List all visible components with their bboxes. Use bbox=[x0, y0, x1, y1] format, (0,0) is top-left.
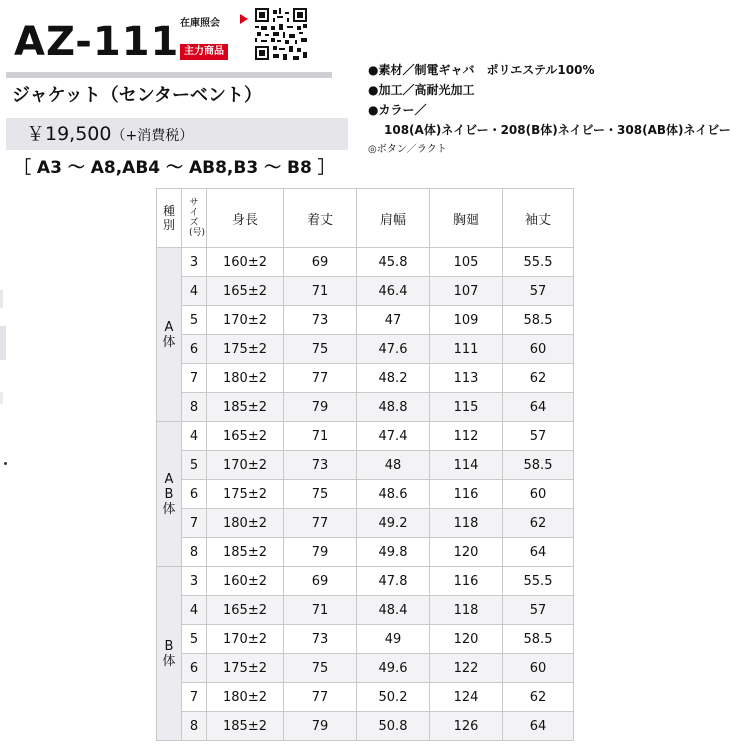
coat-length-cell: 71 bbox=[284, 277, 357, 306]
height-cell: 180±2 bbox=[207, 683, 284, 712]
table-row bbox=[157, 306, 574, 335]
price-value: ￥19,500 bbox=[26, 123, 112, 145]
size-cell: 8 bbox=[182, 538, 207, 567]
table-row bbox=[157, 393, 574, 422]
table-row bbox=[157, 422, 574, 451]
size-cell: 8 bbox=[182, 712, 207, 741]
height-cell: 160±2 bbox=[207, 248, 284, 277]
height-cell: 170±2 bbox=[207, 451, 284, 480]
group-label bbox=[157, 248, 182, 422]
sleeve-cell: 62 bbox=[503, 509, 574, 538]
size-cell: 5 bbox=[182, 625, 207, 654]
shoulder-cell: 46.4 bbox=[357, 277, 430, 306]
spec-material: ●素材／制電ギャバ ポリエステル100% bbox=[368, 63, 595, 77]
sleeve-cell: 58.5 bbox=[503, 625, 574, 654]
shoulder-cell: 49 bbox=[357, 625, 430, 654]
group-label bbox=[157, 567, 182, 741]
sleeve-cell: 60 bbox=[503, 654, 574, 683]
edge-dot bbox=[4, 462, 7, 465]
sleeve-cell: 57 bbox=[503, 422, 574, 451]
size-cell: 7 bbox=[182, 683, 207, 712]
height-cell: 160±2 bbox=[207, 567, 284, 596]
shoulder-cell: 50.2 bbox=[357, 683, 430, 712]
coat-length-cell: 69 bbox=[284, 248, 357, 277]
shoulder-cell: 45.8 bbox=[357, 248, 430, 277]
sleeve-cell: 64 bbox=[503, 712, 574, 741]
shoulder-cell: 50.8 bbox=[357, 712, 430, 741]
chest-cell: 122 bbox=[430, 654, 503, 683]
sleeve-cell: 60 bbox=[503, 480, 574, 509]
size-table-body bbox=[157, 248, 574, 741]
product-code: AZ-111 bbox=[14, 19, 180, 65]
coat-length-cell: 79 bbox=[284, 393, 357, 422]
group-label-text: AB体 bbox=[162, 471, 176, 517]
size-cell: 7 bbox=[182, 509, 207, 538]
shoulder-cell: 47 bbox=[357, 306, 430, 335]
edge-decoration bbox=[0, 290, 3, 308]
size-cell: 4 bbox=[182, 422, 207, 451]
height-cell: 185±2 bbox=[207, 393, 284, 422]
qr-code-icon[interactable] bbox=[255, 8, 307, 60]
shoulder-cell: 47.4 bbox=[357, 422, 430, 451]
size-cell: 5 bbox=[182, 306, 207, 335]
table-row bbox=[157, 480, 574, 509]
size-cell: 6 bbox=[182, 480, 207, 509]
chest-cell: 120 bbox=[430, 538, 503, 567]
chest-cell: 114 bbox=[430, 451, 503, 480]
chest-cell: 115 bbox=[430, 393, 503, 422]
table-row bbox=[157, 712, 574, 741]
table-row bbox=[157, 364, 574, 393]
spec-process: ●加工／高耐光加工 bbox=[368, 83, 475, 97]
sleeve-cell: 62 bbox=[503, 683, 574, 712]
sleeve-cell: 57 bbox=[503, 277, 574, 306]
table-row bbox=[157, 509, 574, 538]
size-cell: 7 bbox=[182, 364, 207, 393]
coat-length-cell: 77 bbox=[284, 364, 357, 393]
chest-cell: 120 bbox=[430, 625, 503, 654]
size-cell: 3 bbox=[182, 248, 207, 277]
chest-cell: 116 bbox=[430, 480, 503, 509]
table-row bbox=[157, 683, 574, 712]
sleeve-cell: 55.5 bbox=[503, 248, 574, 277]
table-row bbox=[157, 625, 574, 654]
coat-length-cell: 77 bbox=[284, 509, 357, 538]
height-cell: 175±2 bbox=[207, 335, 284, 364]
sleeve-cell: 62 bbox=[503, 364, 574, 393]
sleeve-cell: 58.5 bbox=[503, 451, 574, 480]
edge-decoration bbox=[0, 326, 6, 360]
chest-cell: 107 bbox=[430, 277, 503, 306]
shoulder-cell: 48.8 bbox=[357, 393, 430, 422]
height-cell: 165±2 bbox=[207, 277, 284, 306]
height-cell: 180±2 bbox=[207, 509, 284, 538]
stock-inquiry-link[interactable]: 在庫照会 bbox=[180, 18, 220, 29]
size-cell: 5 bbox=[182, 451, 207, 480]
spec-colors: 108(A体)ネイビー・208(B体)ネイビー・308(AB体)ネイビー bbox=[384, 123, 731, 137]
chest-cell: 112 bbox=[430, 422, 503, 451]
main-product-badge: 主力商品 bbox=[180, 44, 228, 60]
coat-length-cell: 75 bbox=[284, 335, 357, 364]
header-sleeve: 袖丈 bbox=[503, 189, 574, 248]
edge-decoration bbox=[0, 392, 3, 404]
height-cell: 185±2 bbox=[207, 712, 284, 741]
coat-length-cell: 79 bbox=[284, 538, 357, 567]
coat-length-cell: 79 bbox=[284, 712, 357, 741]
shoulder-cell: 49.2 bbox=[357, 509, 430, 538]
chest-cell: 105 bbox=[430, 248, 503, 277]
size-cell: 6 bbox=[182, 654, 207, 683]
coat-length-cell: 73 bbox=[284, 451, 357, 480]
chest-cell: 113 bbox=[430, 364, 503, 393]
coat-length-cell: 73 bbox=[284, 625, 357, 654]
group-label bbox=[157, 422, 182, 567]
price-tax-note: （+消費税） bbox=[111, 128, 194, 144]
sleeve-cell: 64 bbox=[503, 393, 574, 422]
product-name: ジャケット（センターベント） bbox=[12, 85, 263, 106]
height-cell: 170±2 bbox=[207, 306, 284, 335]
header-size bbox=[182, 189, 207, 248]
coat-length-cell: 71 bbox=[284, 422, 357, 451]
header-rule bbox=[6, 72, 332, 78]
spec-list bbox=[368, 60, 731, 160]
size-range: ［ A3 ～ A8,AB4 ～ AB8,B3 ～ B8 ］ bbox=[14, 158, 335, 178]
table-row bbox=[157, 335, 574, 364]
chest-cell: 124 bbox=[430, 683, 503, 712]
coat-length-cell: 75 bbox=[284, 480, 357, 509]
chest-cell: 118 bbox=[430, 509, 503, 538]
group-label-text: B体 bbox=[162, 638, 176, 669]
table-row bbox=[157, 538, 574, 567]
table-row bbox=[157, 277, 574, 306]
sleeve-cell: 58.5 bbox=[503, 306, 574, 335]
shoulder-cell: 48.4 bbox=[357, 596, 430, 625]
height-cell: 165±2 bbox=[207, 596, 284, 625]
header-size-label: サイズ(号) bbox=[189, 198, 206, 238]
height-cell: 185±2 bbox=[207, 538, 284, 567]
coat-length-cell: 71 bbox=[284, 596, 357, 625]
table-row bbox=[157, 567, 574, 596]
header-chest: 胸廻 bbox=[430, 189, 503, 248]
coat-length-cell: 77 bbox=[284, 683, 357, 712]
header-type-label: 種別 bbox=[163, 204, 176, 232]
sleeve-cell: 60 bbox=[503, 335, 574, 364]
coat-length-cell: 69 bbox=[284, 567, 357, 596]
sleeve-cell: 55.5 bbox=[503, 567, 574, 596]
height-cell: 165±2 bbox=[207, 422, 284, 451]
size-table bbox=[156, 188, 574, 741]
size-cell: 4 bbox=[182, 596, 207, 625]
size-cell: 3 bbox=[182, 567, 207, 596]
chest-cell: 109 bbox=[430, 306, 503, 335]
table-row bbox=[157, 248, 574, 277]
shoulder-cell: 48.2 bbox=[357, 364, 430, 393]
group-label-text: A体 bbox=[162, 319, 176, 350]
height-cell: 180±2 bbox=[207, 364, 284, 393]
chest-cell: 111 bbox=[430, 335, 503, 364]
shoulder-cell: 48 bbox=[357, 451, 430, 480]
height-cell: 170±2 bbox=[207, 625, 284, 654]
height-cell: 175±2 bbox=[207, 480, 284, 509]
chest-cell: 118 bbox=[430, 596, 503, 625]
price bbox=[26, 121, 193, 149]
size-cell: 6 bbox=[182, 335, 207, 364]
shoulder-cell: 49.6 bbox=[357, 654, 430, 683]
table-row bbox=[157, 451, 574, 480]
table-header-row bbox=[157, 189, 574, 248]
header-height: 身長 bbox=[207, 189, 284, 248]
shoulder-cell: 47.6 bbox=[357, 335, 430, 364]
table-row bbox=[157, 654, 574, 683]
height-cell: 175±2 bbox=[207, 654, 284, 683]
shoulder-cell: 48.6 bbox=[357, 480, 430, 509]
arrow-right-icon[interactable] bbox=[240, 14, 248, 24]
coat-length-cell: 73 bbox=[284, 306, 357, 335]
sleeve-cell: 57 bbox=[503, 596, 574, 625]
chest-cell: 126 bbox=[430, 712, 503, 741]
chest-cell: 116 bbox=[430, 567, 503, 596]
size-cell: 4 bbox=[182, 277, 207, 306]
header-shoulder: 肩幅 bbox=[357, 189, 430, 248]
size-cell: 8 bbox=[182, 393, 207, 422]
table-row bbox=[157, 596, 574, 625]
sleeve-cell: 64 bbox=[503, 538, 574, 567]
coat-length-cell: 75 bbox=[284, 654, 357, 683]
spec-button: ◎ボタン／ラクト bbox=[368, 144, 447, 155]
shoulder-cell: 47.8 bbox=[357, 567, 430, 596]
header-type bbox=[157, 189, 182, 248]
header-coat-length: 着丈 bbox=[284, 189, 357, 248]
spec-color-label: ●カラー／ bbox=[368, 103, 427, 117]
shoulder-cell: 49.8 bbox=[357, 538, 430, 567]
